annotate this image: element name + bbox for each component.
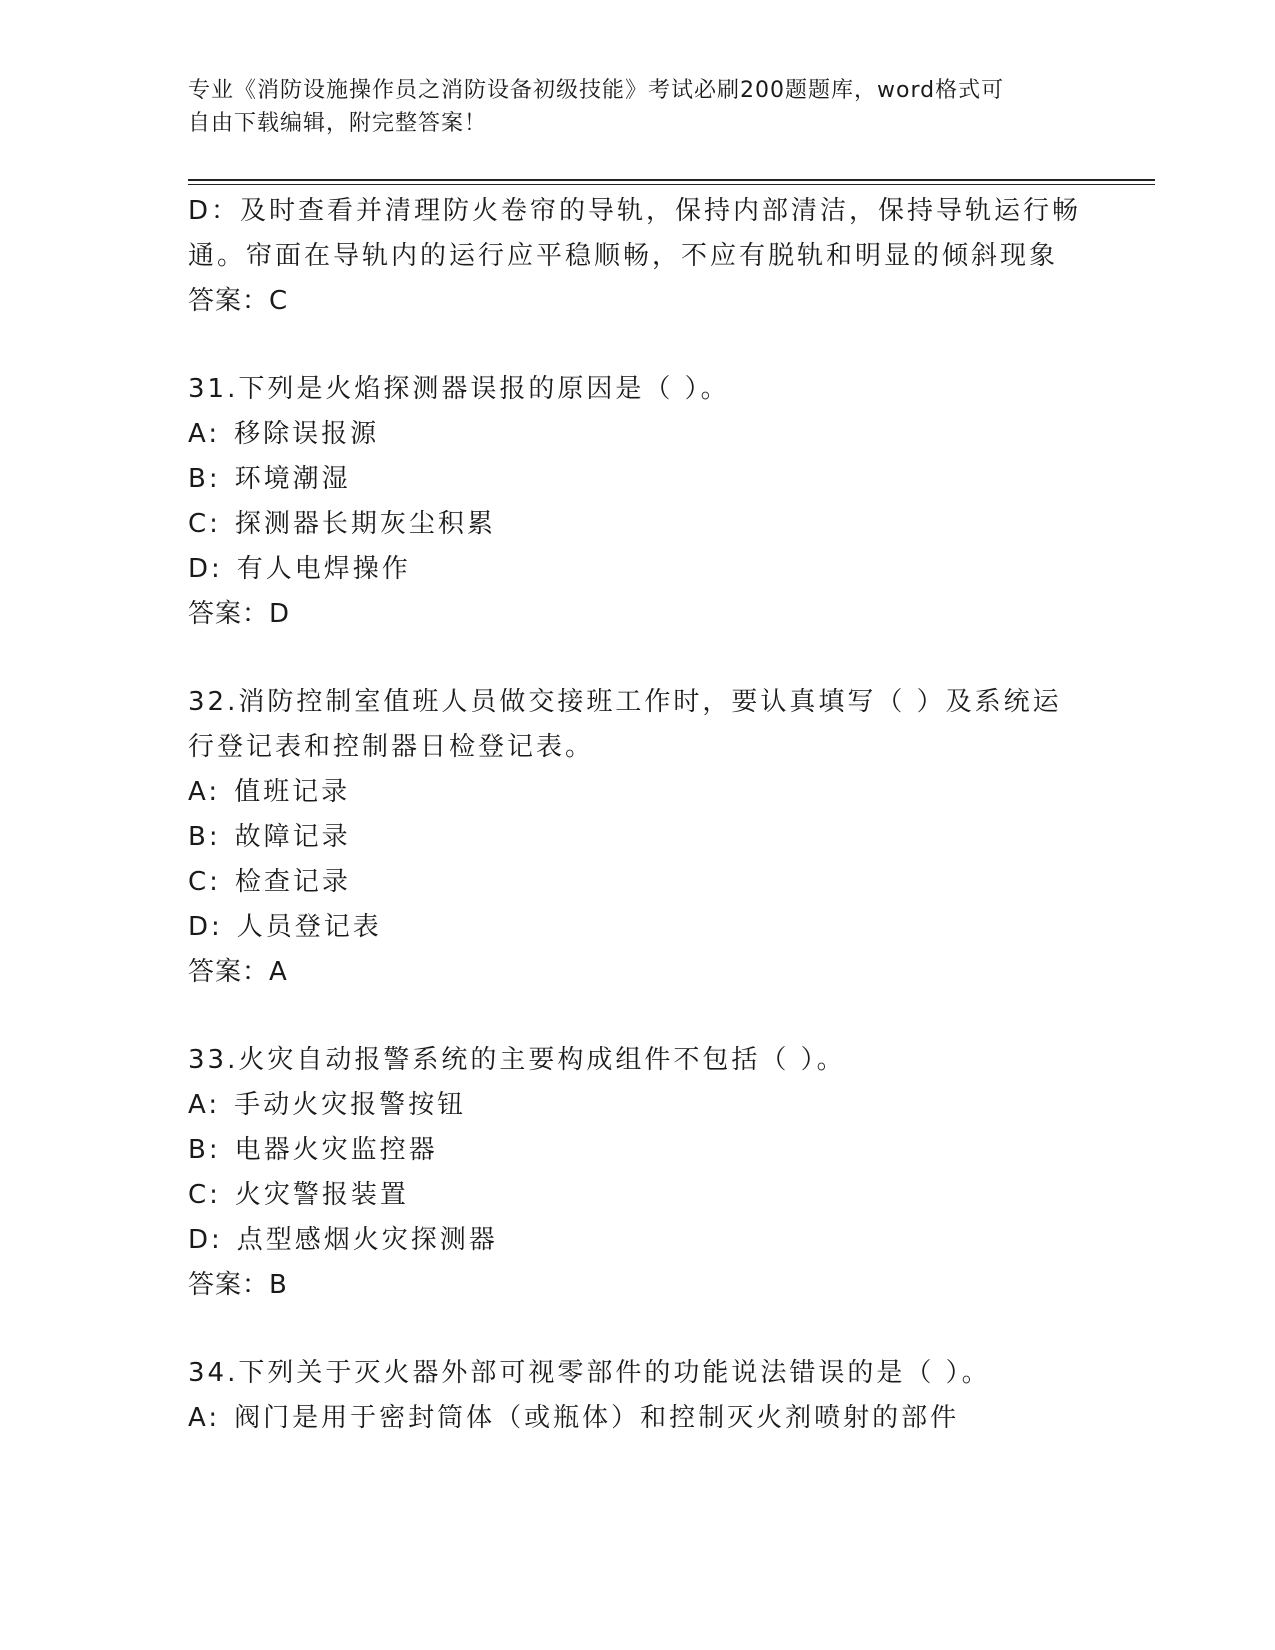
option-text: 移除误报源 xyxy=(234,419,380,449)
option-text: 人员登记表 xyxy=(236,912,382,942)
answer-text: 答案：B xyxy=(188,1270,288,1300)
option-text: 阀门是用于密封筒体（或瓶体）和控制灭火剂喷射的部件 xyxy=(234,1403,960,1433)
option-text: 有人电焊操作 xyxy=(236,554,411,584)
option-label: A: xyxy=(188,1090,221,1120)
option-a xyxy=(188,770,1088,815)
option-label: C: xyxy=(188,1180,221,1210)
option-c xyxy=(188,1173,1088,1218)
question-list xyxy=(188,189,1088,1441)
question-stem-line-2: 行登记表和控制器日检登记表。 xyxy=(188,732,595,762)
option-text: 故障记录 xyxy=(234,822,351,852)
option-label: A: xyxy=(188,419,221,449)
question-stem: 31.下列是火焰探测器误报的原因是（ ）。 xyxy=(188,374,730,404)
option-label: B: xyxy=(188,464,221,494)
document-header xyxy=(188,74,1068,140)
option-d xyxy=(188,1218,1088,1263)
header-line-1: 专业《消防设施操作员之消防设备初级技能》考试必刷200题题库，word格式可 xyxy=(188,78,1005,103)
option-label: B: xyxy=(188,822,221,852)
option-text: 手动火灾报警按钮 xyxy=(234,1090,467,1120)
option-d-line-2: 通。帘面在导轨内的运行应平稳顺畅，不应有脱轨和明显的倾斜现象 xyxy=(188,241,1059,271)
option-label: D: xyxy=(188,1225,223,1255)
header-divider-thin xyxy=(188,184,1155,185)
option-b xyxy=(188,457,1088,502)
option-c xyxy=(188,502,1088,547)
option-label: A: xyxy=(188,777,221,807)
option-a xyxy=(188,1396,1088,1441)
question-33 xyxy=(188,1038,1088,1308)
answer-text: 答案：C xyxy=(188,286,289,316)
option-label: C: xyxy=(188,509,221,539)
question-32 xyxy=(188,680,1088,995)
question-stem: 34.下列关于灭火器外部可视零部件的功能说法错误的是（ ）。 xyxy=(188,1358,991,1388)
option-label: C: xyxy=(188,867,221,897)
option-b xyxy=(188,815,1088,860)
option-text: 电器火灾监控器 xyxy=(234,1135,438,1165)
option-c xyxy=(188,860,1088,905)
option-label: A: xyxy=(188,1403,221,1433)
option-a xyxy=(188,412,1088,457)
question-30-tail xyxy=(188,189,1088,324)
option-b xyxy=(188,1128,1088,1173)
question-stem: 33.火灾自动报警系统的主要构成组件不包括（ ）。 xyxy=(188,1045,846,1075)
option-text: 火灾警报装置 xyxy=(234,1180,409,1210)
option-d xyxy=(188,905,1088,950)
option-d-line-1: D：及时查看并清理防火卷帘的导轨，保持内部清洁，保持导轨运行畅 xyxy=(188,196,1082,226)
option-text: 探测器长期灰尘积累 xyxy=(234,509,496,539)
header-divider-thick xyxy=(188,179,1155,181)
option-text: 环境潮湿 xyxy=(234,464,351,494)
option-text: 检查记录 xyxy=(234,867,351,897)
question-31 xyxy=(188,367,1088,637)
answer-text: 答案：A xyxy=(188,957,288,987)
option-text: 值班记录 xyxy=(234,777,351,807)
option-d xyxy=(188,547,1088,592)
answer-text: 答案：D xyxy=(188,599,291,629)
option-label: D: xyxy=(188,912,223,942)
option-label: B: xyxy=(188,1135,221,1165)
header-line-2: 自由下载编辑，附完整答案！ xyxy=(188,111,488,136)
option-a xyxy=(188,1083,1088,1128)
option-text: 点型感烟火灾探测器 xyxy=(236,1225,498,1255)
question-34 xyxy=(188,1351,1088,1441)
question-stem-line-1: 32.消防控制室值班人员做交接班工作时，要认真填写（ ）及系统运 xyxy=(188,687,1062,717)
option-label: D: xyxy=(188,554,223,584)
